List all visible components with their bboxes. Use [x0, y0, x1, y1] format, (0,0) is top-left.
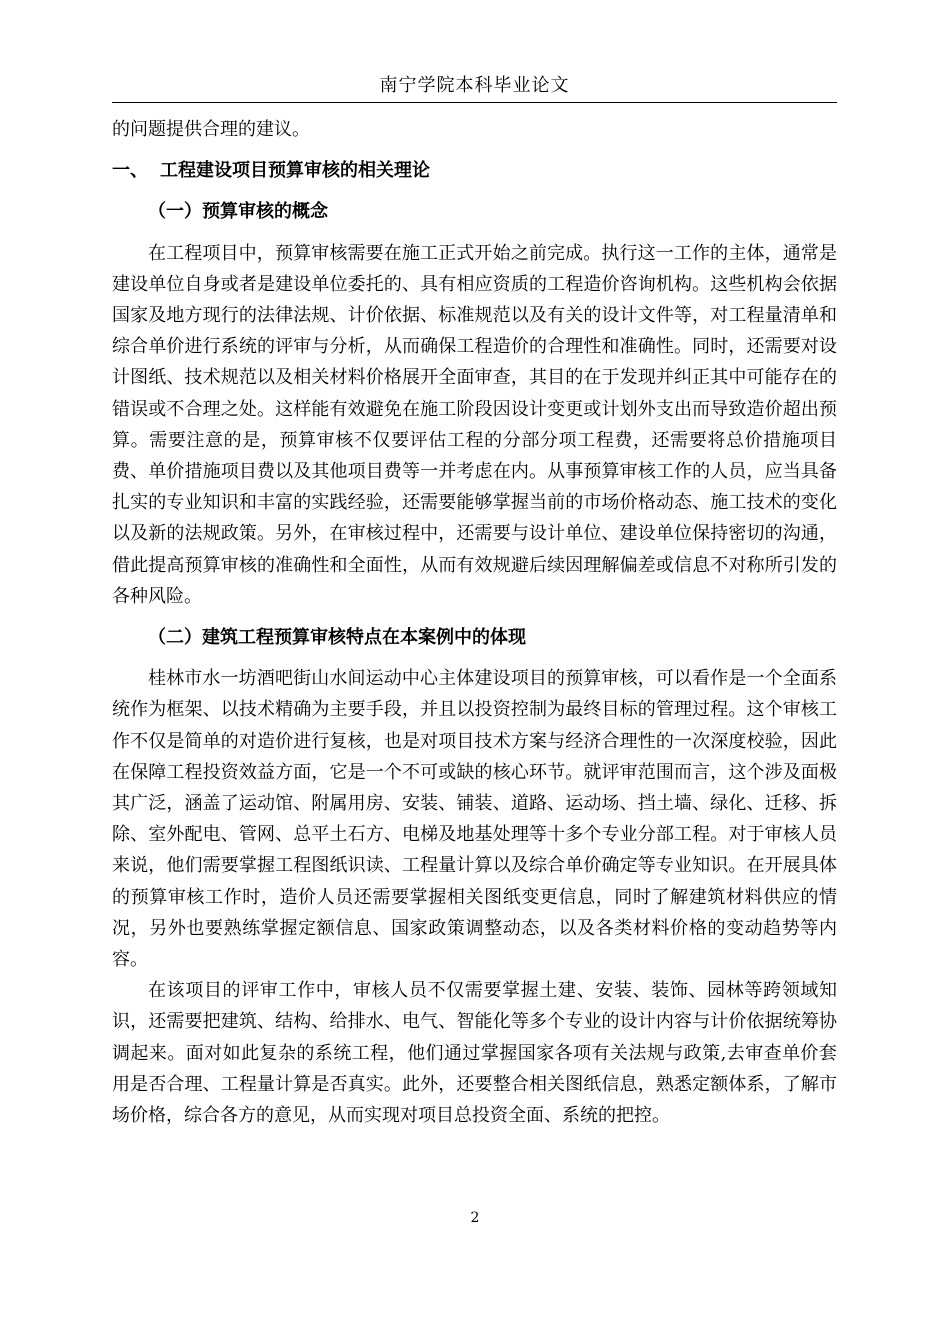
spacer [112, 612, 837, 622]
header-rule [112, 102, 837, 103]
spacer [112, 653, 837, 663]
spacer [112, 145, 837, 155]
page-body [112, 114, 837, 1131]
spacer [112, 228, 837, 238]
page-number: 2 [470, 1210, 480, 1226]
subsection-heading-1: （一）预算审核的概念 [148, 201, 328, 223]
intro-fragment: 的问题提供合理的建议。 [112, 119, 310, 140]
paragraph-concept: 在工程项目中，预算审核需要在施工正式开始之前完成。执行这一工作的主体，通常是建设单位自身或者是建设单位委托的、具有相应资质的工程造价咨询机构。这些机构会依据国家及地方现行的法律法规、计价依据、标准规范以及有关的设计文件等，对工程量清单和综合单价进行系统的评审与分析，从而确保工程造价的合理性和准确性。同时，还需要对设计图纸、技术规范以及相关材料价格展开全面审查，其目的在于发现并纠正其中可能存在的错误或不合理之处。这样能有效避免在施工阶段因设计变更或计划外支出而导致造价超出预算。需要注意的是，预算审核不仅要评估工程的分部分项工程费，还需要将总价措施项目费、单价措施项目费以及其他项目费等一并考虑在内。从事预算审核工作的人员，应当具备扎实的专业知识和丰富的实践经验，还需要能够掌握当前的市场价格动态、施工技术的变化以及新的法规政策。另外，在审核过程中，还需要与设计单位、建设单位保持密切的沟通，借此提高预算审核的准确性和全面性，从而有效规避后续因理解偏差或信息不对称所引发的各种风险。 [112, 242, 837, 607]
section-title: 工程建设项目预算审核的相关理论 [160, 160, 430, 182]
spacer [112, 186, 837, 196]
paragraph-case-1: 桂林市水一坊酒吧街山水间运动中心主体建设项目的预算审核，可以看作是一个全面系统作为框架、以技术精确为主要手段，并且以投资控制为最终目标的管理过程。这个审核工作不仅是简单的对造价进行复核，也是对项目技术方案与经济合理性的一次深度校验，因此在保障工程投资效益方面，它是一个不可或缺的核心环节。就评审范围而言，这个涉及面极其广泛，涵盖了运动馆、附属用房、安装、铺装、道路、运动场、挡土墙、绿化、迁移、拆除、室外配电、管网、总平土石方、电梯及地基处理等十多个专业分部工程。对于审核人员来说，他们需要掌握工程图纸识读、工程量计算以及综合单价确定等专业知识。在开展具体的预算审核工作时，造价人员还需要掌握相关图纸变更信息，同时了解建筑材料供应的情况，另外也要熟练掌握定额信息、国家政策调整动态，以及各类材料价格的变动趋势等内容。 [112, 668, 837, 971]
subsection-heading-2: （二）建筑工程预算审核特点在本案例中的体现 [148, 627, 526, 649]
paragraph-case-2: 在该项目的评审工作中，审核人员不仅需要掌握土建、安装、装饰、园林等跨领域知识，还需要把建筑、结构、给排水、电气、智能化等多个专业的设计内容与计价依据统筹协调起来。面对如此复杂的系统工程，他们通过掌握国家各项有关法规与政策,去审查单价套用是否合理、工程量计算是否真实。此外，还要整合相关图纸信息，熟悉定额体系，了解市场价格，综合各方的意见，从而实现对项目总投资全面、系统的把控。 [112, 980, 837, 1127]
running-header: 南宁学院本科毕业论文 [379, 75, 570, 96]
section-number: 一、 [112, 160, 148, 182]
section-heading [112, 155, 837, 186]
